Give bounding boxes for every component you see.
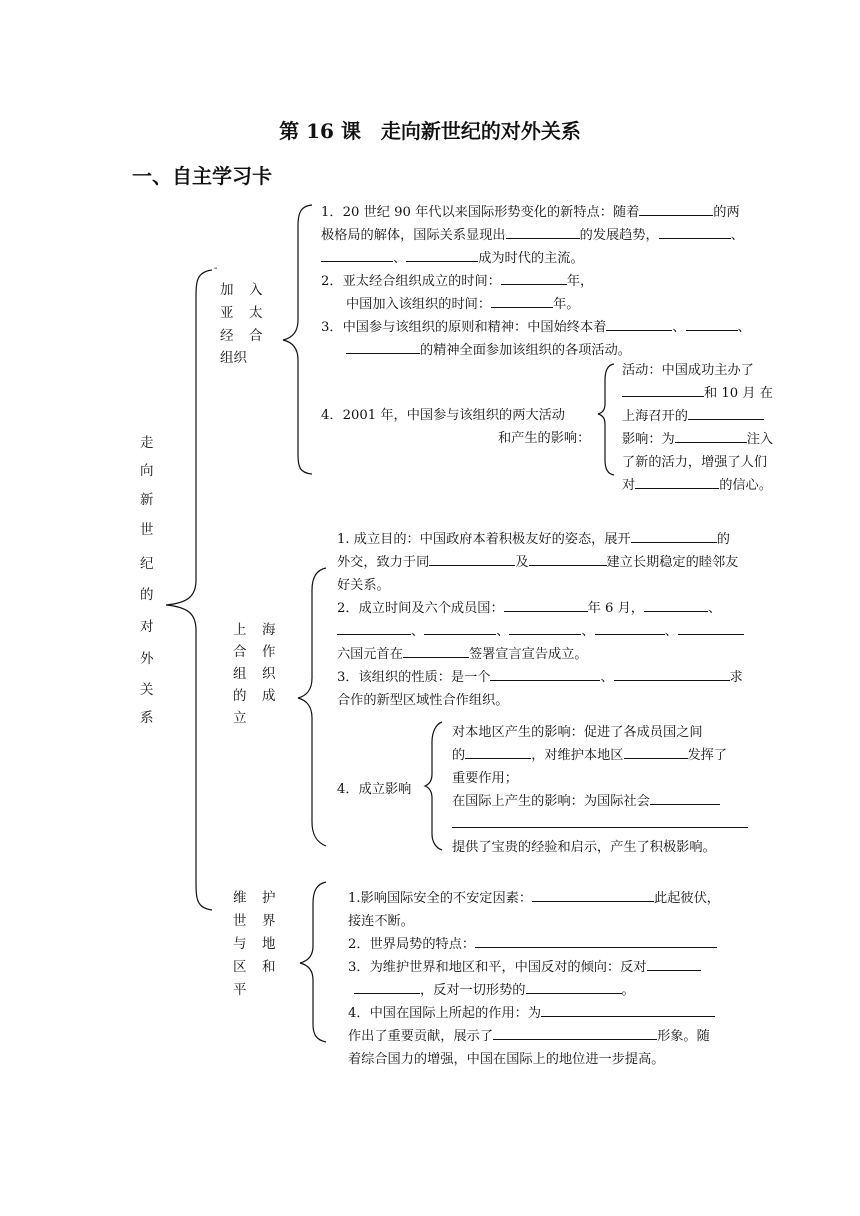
blank-field[interactable] xyxy=(354,979,420,994)
blank-field[interactable] xyxy=(631,528,717,543)
blank-field[interactable] xyxy=(465,744,531,759)
sco-effect-global-line-2 xyxy=(452,813,748,836)
apec-item-1-line-1: 1．20 世纪 90 年代以来国际形势变化的新特点：随着 的两 xyxy=(321,201,740,224)
blank-field[interactable] xyxy=(321,247,393,262)
blank-field[interactable] xyxy=(452,813,748,828)
brace-peace xyxy=(300,882,326,1042)
apec-item-3-line-2: 的精神全面参加该组织的各项活动。 xyxy=(346,339,631,362)
peace-item-3-line-1: 3．为维护世界和地区和平，中国反对的倾向：反对 xyxy=(348,956,701,979)
sco-item-1-line-1: 1. 成立目的：中国政府本着积极友好的姿态，展开 的 xyxy=(337,528,730,551)
blank-field[interactable] xyxy=(644,597,708,612)
apec-item-1-line-2: 极格局的解体，国际关系显现出 的发展趋势， 、 xyxy=(321,224,744,247)
blank-field[interactable] xyxy=(504,597,588,612)
sco-effect-regional-line-1: 对本地区产生的影响：促进了各成员国之间 xyxy=(452,725,703,740)
apec-activity-line-1: 活动：中国成功主办了 xyxy=(622,363,754,378)
blank-field[interactable] xyxy=(686,316,738,331)
blank-field[interactable] xyxy=(678,620,744,635)
blank-field[interactable] xyxy=(639,201,713,216)
peace-item-3-line-2: ，反对一切形势的 。 xyxy=(354,979,635,1002)
blank-field[interactable] xyxy=(659,224,731,239)
blank-field[interactable] xyxy=(675,428,747,443)
brace-sco-item4 xyxy=(425,722,442,850)
sco-item-3-line-2: 合作的新型区域性合作组织。 xyxy=(337,693,509,708)
section-heading: 一、自主学习卡 xyxy=(132,164,272,188)
blank-field[interactable] xyxy=(424,620,496,635)
lesson-number: 第 16 课 xyxy=(279,119,361,143)
blank-field[interactable] xyxy=(509,620,581,635)
blank-field[interactable] xyxy=(622,382,704,397)
blank-field[interactable] xyxy=(429,551,515,566)
blank-field[interactable] xyxy=(493,1025,657,1040)
sco-effect-global-line-3: 提供了宝贵的经验和启示，产生了积极影响。 xyxy=(452,840,716,855)
blank-field[interactable] xyxy=(595,620,665,635)
blank-field[interactable] xyxy=(624,744,688,759)
blank-field[interactable] xyxy=(501,270,567,285)
sco-item-4-label: 4．成立影响 xyxy=(337,782,412,797)
brace-apec xyxy=(283,205,312,474)
apec-effect-line-2: 了新的活力，增强了人们 xyxy=(622,455,768,470)
blank-field[interactable] xyxy=(406,247,478,262)
blank-field[interactable] xyxy=(635,474,719,489)
sco-effect-regional-line-2: 的 ，对维护本地区 发挥了 xyxy=(452,744,727,767)
blank-field[interactable] xyxy=(490,666,600,681)
brace-apec-item4 xyxy=(598,364,614,475)
peace-item-2-line-1: 2．世界局势的特点： xyxy=(348,933,717,956)
blank-field[interactable] xyxy=(475,933,717,948)
blank-field[interactable] xyxy=(541,1002,715,1017)
blank-field[interactable] xyxy=(688,405,764,420)
apec-item-2-line-1: 2．亚太经合组织成立的时间： 年， xyxy=(321,270,593,293)
blank-field[interactable] xyxy=(647,956,701,971)
apec-activity-line-2: 和 10 月 在 xyxy=(622,382,773,405)
sco-effect-global-line-1: 在国际上产生的影响：为国际社会 xyxy=(452,790,720,813)
sco-item-2-line-3: 六国元首在 签署宣言宣告成立。 xyxy=(337,643,588,666)
peace-item-4-line-3: 着综合国力的增强，中国在国际上的地位进一步提高。 xyxy=(348,1052,665,1067)
blank-field[interactable] xyxy=(346,339,420,354)
apec-item-4-line-2: 和产生的影响： xyxy=(498,431,591,446)
brace-sco xyxy=(298,568,326,846)
peace-item-1-line-1: 1.影响国际安全的不安定因素： 此起彼伏， xyxy=(348,887,720,910)
root-brace xyxy=(166,270,212,910)
apec-item-4-line-1: 4．2001 年，中国参与该组织的两大活动 xyxy=(321,408,565,423)
apec-activity-line-3: 上海召开的 xyxy=(622,405,764,428)
blank-field[interactable] xyxy=(532,887,654,902)
sco-item-2-line-1: 2．成立时间及六个成员国： 年 6 月， 、 xyxy=(337,597,721,620)
blank-field[interactable] xyxy=(650,790,720,805)
blank-field[interactable] xyxy=(337,620,411,635)
peace-item-4-line-2: 作出了重要贡献，展示了 形象。随 xyxy=(348,1025,710,1048)
peace-item-1-line-2: 接连不断。 xyxy=(348,914,414,929)
sco-effect-regional-line-3: 重要作用； xyxy=(452,771,518,786)
sco-item-1-line-2: 外交，致力于同 及 建立长期稳定的睦邻友 xyxy=(337,551,738,574)
sco-item-2-line-2: 、 、 、 、 xyxy=(337,620,744,643)
lesson-name: 走向新世纪的对外关系 xyxy=(380,119,581,143)
blank-field[interactable] xyxy=(529,551,607,566)
apec-item-2-line-2: 中国加入该组织的时间： 年。 xyxy=(346,293,579,316)
blank-field[interactable] xyxy=(491,293,553,308)
peace-item-4-line-1: 4．中国在国际上所起的作用：为 xyxy=(348,1002,715,1025)
blank-field[interactable] xyxy=(606,316,672,331)
sco-item-1-line-3: 好关系。 xyxy=(337,578,390,593)
apec-effect-line-1: 影响：为 注入 xyxy=(622,428,773,451)
blank-field[interactable] xyxy=(506,224,580,239)
blank-field[interactable] xyxy=(403,643,469,658)
apec-item-1-line-3: 、 成为时代的主流。 xyxy=(321,247,584,270)
blank-field[interactable] xyxy=(526,979,622,994)
blank-field[interactable] xyxy=(614,666,730,681)
sco-item-3-line-1: 3．该组织的性质：是一个 、 求 xyxy=(337,666,743,689)
apec-effect-line-3: 对 的信心。 xyxy=(622,474,772,497)
apec-item-3-line-1: 3．中国参与该组织的原则和精神：中国始终本着 、 、 xyxy=(321,316,751,339)
